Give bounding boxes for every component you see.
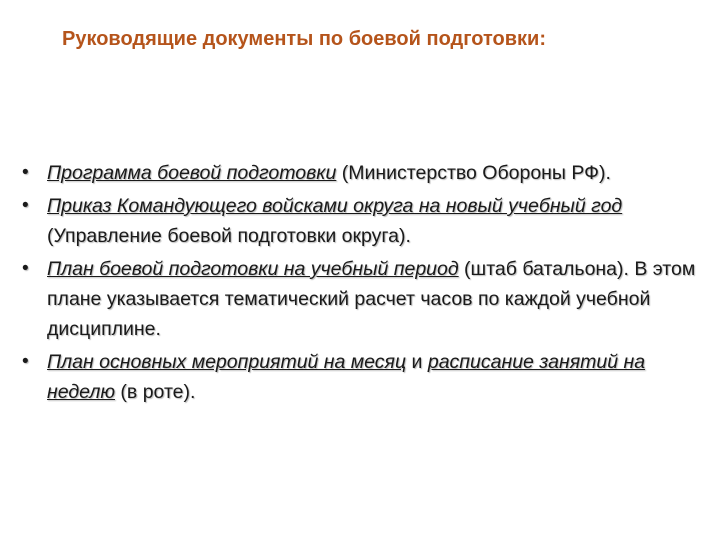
item-text: (Министерство Обороны РФ). xyxy=(336,162,611,184)
list-item xyxy=(22,158,702,188)
document-name: Приказ Командующего войсками округа на новый учебный год xyxy=(47,195,623,217)
slide-title: Руководящие документы по боевой подготовки: xyxy=(62,28,547,50)
document-name-secondary: расписание занятий на неделю xyxy=(47,351,646,403)
document-name: План боевой подготовки на учебный период xyxy=(47,258,459,280)
document-name: План основных мероприятий на месяц xyxy=(47,351,407,373)
item-joiner: и xyxy=(406,351,428,373)
bullet-list xyxy=(22,158,702,410)
item-text: (штаб батальона). В этом плане указывается тематический расчет часов по каждой учебной дисциплине. xyxy=(47,258,696,340)
list-item xyxy=(22,347,702,407)
item-text: (в роте). xyxy=(115,381,196,403)
bullet-icon: • xyxy=(22,258,29,279)
list-item xyxy=(22,191,702,251)
bullet-icon: • xyxy=(22,162,29,183)
list-item xyxy=(22,254,702,344)
bullet-icon: • xyxy=(22,195,29,216)
document-name: Программа боевой подготовки xyxy=(47,162,337,184)
item-text: (Управление боевой подготовки округа). xyxy=(47,225,411,247)
bullet-icon: • xyxy=(22,351,29,372)
